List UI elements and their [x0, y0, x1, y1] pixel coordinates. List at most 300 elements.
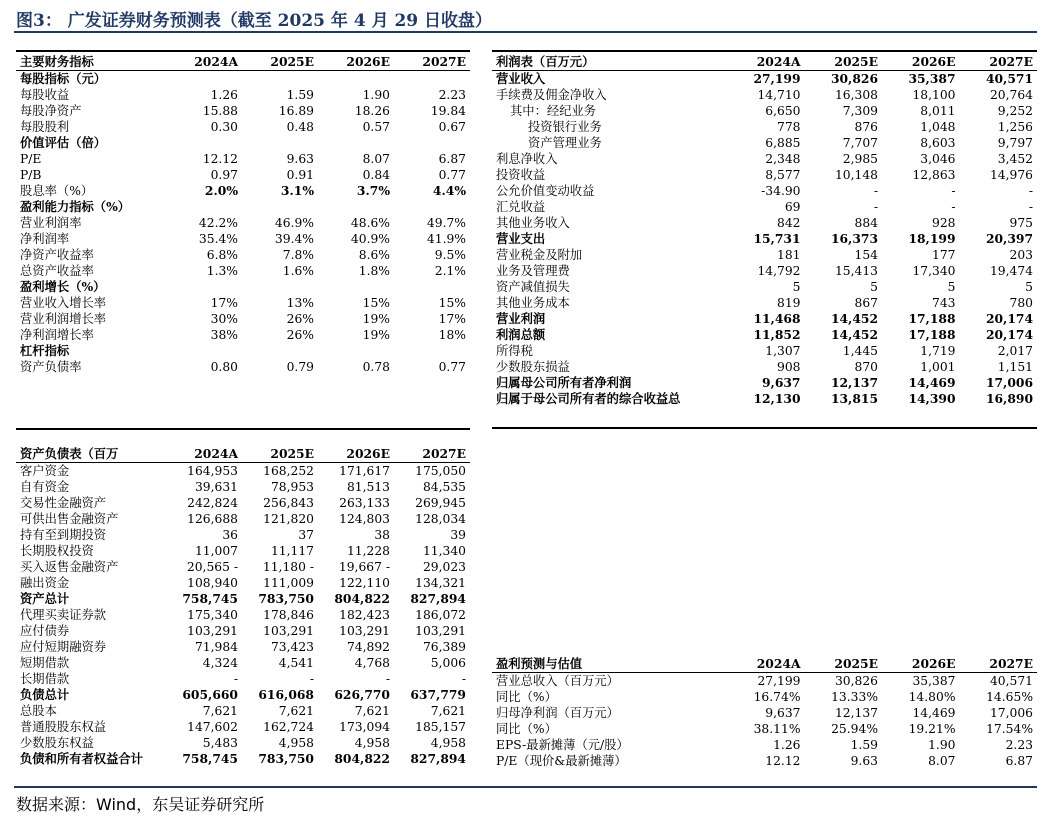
balance-sheet-cell: 242,824	[187, 496, 238, 510]
balance-sheet-cell: 37	[298, 528, 314, 542]
income-statement-cell: 19,474	[989, 264, 1033, 278]
income-statement-cell: 27,199	[753, 71, 801, 86]
key-indicators-row	[16, 71, 470, 88]
forecast-row	[492, 673, 1037, 690]
income-statement-cell: 20,397	[985, 231, 1033, 246]
income-statement-row	[492, 263, 1037, 279]
income-statement-cell: 11,468	[753, 311, 801, 326]
key-indicators-row-label: 杠杆指标	[20, 343, 70, 358]
key-indicators-cell: 19%	[362, 312, 390, 326]
income-statement-cell: 17,188	[908, 327, 956, 342]
balance-sheet-cell: 7,621	[354, 704, 390, 718]
key-indicators-cell: 0.84	[362, 168, 390, 182]
key-indicators-cell	[242, 279, 318, 295]
income-statement-row	[492, 343, 1037, 359]
key-indicators-cell: 0.48	[286, 120, 314, 134]
key-indicators-cell: 9.5%	[434, 248, 466, 262]
key-indicators-cell: 8.6%	[358, 248, 390, 262]
key-indicators-cell: 19.84	[430, 104, 466, 118]
forecast-cell: 19.21%	[908, 722, 956, 736]
balance-sheet-cell: 5,483	[202, 736, 238, 750]
balance-sheet-cell: 4,958	[430, 736, 466, 750]
income-statement-cell: -	[951, 184, 956, 198]
income-statement-cell: 8,011	[920, 104, 956, 118]
key-indicators-cell: 19%	[362, 328, 390, 342]
key-indicators-cell: 42.2%	[198, 216, 238, 230]
income-statement-row-label: 利润总额	[496, 327, 546, 342]
forecast-header-year: 2026E	[882, 656, 960, 673]
balance-sheet-row-label: 负债总计	[20, 687, 70, 702]
key-indicators-row-label: 每股净资产	[20, 104, 82, 118]
balance-sheet-header-label: 资产负债表（百万	[16, 446, 166, 463]
key-indicators-cell: 0.77	[438, 168, 466, 182]
income-statement-cell: 20,174	[985, 311, 1033, 326]
balance-sheet-cell: 39,631	[194, 480, 238, 494]
forecast-row-label: 营业总收入（百万元）	[496, 674, 619, 688]
income-statement-cell: 5	[792, 280, 801, 294]
key-indicators-cell	[318, 199, 394, 215]
balance-sheet-cell: 175,340	[187, 608, 238, 622]
key-indicators-row-label: 价值评估（倍）	[20, 135, 107, 150]
income-statement-cell: 18,100	[912, 88, 956, 102]
income-statement-cell: 743	[932, 296, 956, 310]
key-indicators-cell: 26%	[286, 328, 314, 342]
balance-sheet-cell: 804,822	[334, 751, 390, 766]
balance-sheet-cell: 605,660	[182, 687, 238, 702]
income-statement-cell: 3,046	[920, 152, 956, 166]
income-statement-cell: 14,452	[830, 311, 878, 326]
forecast-table	[492, 656, 1037, 769]
income-statement-row-label: 归属于母公司所有者的综合收益总	[496, 391, 681, 406]
forecast-cell: 12,137	[834, 706, 878, 720]
income-statement-header-label: 利润表（百万元）	[492, 54, 727, 71]
balance-sheet-cell: 186,072	[415, 608, 466, 622]
key-indicators-cell: 7.8%	[282, 248, 314, 262]
balance-sheet-row	[16, 671, 470, 687]
balance-sheet-cell: 626,770	[334, 687, 390, 702]
income-statement-cell: 12,863	[912, 168, 956, 182]
key-indicators-cell: 2.1%	[434, 264, 466, 278]
forecast-cell: 2.23	[1005, 738, 1033, 752]
key-indicators-cell: 40.9%	[350, 232, 390, 246]
income-statement-cell: -	[1028, 184, 1033, 198]
key-indicators-cell: 6.8%	[206, 248, 238, 262]
key-indicators-row	[16, 119, 470, 135]
income-statement-cell: -	[1028, 200, 1033, 214]
income-statement-cell: 12,137	[830, 375, 878, 390]
forecast-cell: 1.26	[773, 738, 801, 752]
forecast-cell: 27,199	[757, 674, 801, 688]
key-indicators-row-label: P/E	[20, 152, 42, 166]
income-statement-row-label: 业务及管理费	[496, 264, 570, 278]
income-statement-top-rule	[492, 50, 1037, 52]
income-statement-row	[492, 183, 1037, 199]
forecast-cell: 17,006	[989, 706, 1033, 720]
balance-sheet-cell: 103,291	[263, 624, 314, 638]
forecast-row	[492, 737, 1037, 753]
balance-sheet-cell: 76,389	[422, 640, 466, 654]
income-statement-row-label: 其他业务成本	[496, 296, 570, 310]
key-indicators-row-label: 盈利能力指标（%）	[20, 199, 131, 214]
key-indicators-row-label: 净资产收益率	[20, 248, 94, 262]
balance-sheet-cell: 73,423	[270, 640, 314, 654]
income-statement-cell: 819	[777, 296, 801, 310]
balance-sheet-cell: 103,291	[339, 624, 390, 638]
balance-sheet-cell: 178,846	[263, 608, 314, 622]
income-statement-header-year: 2025E	[805, 54, 883, 71]
key-indicators-row-label: 资产负债率	[20, 360, 82, 374]
balance-sheet-cell: 5,006	[430, 656, 466, 670]
balance-sheet-cell: 20,565 -	[186, 560, 238, 574]
balance-sheet-cell: 168,252	[263, 464, 314, 478]
key-indicators-cell: 35.4%	[198, 232, 238, 246]
key-indicators-cell	[394, 135, 470, 151]
balance-sheet-cell: 108,940	[187, 576, 238, 590]
income-statement-cell: 20,174	[985, 327, 1033, 342]
forecast-cell: 38.11%	[753, 722, 801, 736]
forecast-row-label: 归母净利润（百万元）	[496, 706, 619, 720]
forecast-cell: 14.80%	[908, 690, 956, 704]
income-statement-cell: 14,976	[989, 168, 1033, 182]
balance-sheet-cell: 827,894	[410, 751, 466, 766]
income-statement-cell: 842	[777, 216, 801, 230]
balance-sheet-cell: 81,513	[346, 480, 390, 494]
balance-sheet-row	[16, 527, 470, 543]
key-indicators-cell: 9.63	[286, 152, 314, 166]
income-statement-row-label: 资产减值损失	[496, 280, 570, 294]
balance-sheet-cell: 182,423	[339, 608, 390, 622]
balance-sheet-cell: 783,750	[258, 591, 314, 606]
balance-sheet-cell: 11,007	[194, 544, 238, 558]
balance-sheet-cell: 11,180 -	[262, 560, 314, 574]
income-statement-cell: 1,719	[920, 344, 956, 358]
balance-sheet-cell: 827,894	[410, 591, 466, 606]
income-statement-row-label: 营业收入	[496, 71, 546, 86]
key-indicators-cell: 18.26	[354, 104, 390, 118]
key-indicators-header-year: 2026E	[318, 54, 394, 71]
key-indicators-cell	[242, 135, 318, 151]
key-indicators-cell: 3.7%	[356, 183, 390, 198]
income-statement-cell: 778	[777, 120, 801, 134]
key-indicators-row	[16, 311, 470, 327]
key-indicators-cell: 0.30	[210, 120, 238, 134]
balance-sheet-cell: 11,117	[270, 544, 314, 558]
forecast-header-year: 2025E	[805, 656, 883, 673]
forecast-row	[492, 689, 1037, 705]
income-statement-cell: 154	[854, 248, 878, 262]
key-indicators-cell	[394, 71, 470, 88]
income-statement-cell: 15,731	[753, 231, 801, 246]
key-indicators-cell: 0.79	[286, 360, 314, 374]
forecast-cell: 6.87	[1005, 754, 1033, 768]
balance-sheet-cell: 11,340	[422, 544, 466, 558]
balance-sheet-cell: 128,034	[415, 512, 466, 526]
income-statement-cell: 908	[777, 360, 801, 374]
forecast-row-label: 同比（%）	[496, 690, 557, 704]
income-statement-cell: 181	[777, 248, 801, 262]
key-indicators-header-label: 主要财务指标	[16, 54, 166, 71]
income-statement-cell: 8,577	[765, 168, 801, 182]
income-statement-cell: 14,390	[908, 391, 956, 406]
income-statement-header-year: 2026E	[882, 54, 960, 71]
key-indicators-row-label: 每股收益	[20, 88, 70, 102]
key-indicators-row	[16, 247, 470, 263]
income-statement-cell: 17,006	[985, 375, 1033, 390]
balance-sheet-cell: -	[309, 672, 314, 686]
key-indicators-row	[16, 135, 470, 151]
key-indicators-cell	[166, 199, 242, 215]
key-indicators-cell: 49.7%	[426, 216, 466, 230]
income-statement-cell: -	[873, 200, 878, 214]
balance-sheet-cell: 122,110	[339, 576, 390, 590]
balance-sheet-row	[16, 719, 470, 735]
key-indicators-row-label: 股息率（%）	[20, 184, 94, 198]
income-statement-panel	[492, 54, 1037, 407]
key-indicators-cell: 0.78	[362, 360, 390, 374]
income-statement-row	[492, 311, 1037, 327]
key-indicators-row	[16, 343, 470, 359]
key-indicators-cell	[394, 279, 470, 295]
key-indicators-row	[16, 263, 470, 279]
income-statement-cell: -	[951, 200, 956, 214]
income-statement-cell: 1,048	[920, 120, 956, 134]
income-statement-cell: 1,445	[842, 344, 878, 358]
balance-sheet-cell: 171,617	[339, 464, 390, 478]
key-indicators-row-label: 净利润增长率	[20, 328, 94, 342]
balance-sheet-cell: 11,228	[346, 544, 390, 558]
key-indicators-cell: 15%	[438, 296, 466, 310]
balance-sheet-cell: 29,023	[422, 560, 466, 574]
forecast-cell: 40,571	[989, 674, 1033, 688]
balance-sheet-cell: 7,621	[202, 704, 238, 718]
key-indicators-cell: 17%	[210, 296, 238, 310]
income-statement-cell: 975	[1009, 216, 1033, 230]
key-indicators-row	[16, 151, 470, 167]
income-statement-cell: 12,130	[753, 391, 801, 406]
balance-sheet-cell: 39	[450, 528, 466, 542]
income-statement-cell: 177	[932, 248, 956, 262]
forecast-cell: 35,387	[912, 674, 956, 688]
balance-sheet-row-label: 客户资金	[20, 464, 70, 478]
income-statement-row	[492, 247, 1037, 263]
balance-sheet-row	[16, 495, 470, 511]
balance-sheet-row	[16, 575, 470, 591]
income-statement-header-year: 2024A	[727, 54, 805, 71]
key-indicators-row	[16, 199, 470, 215]
key-indicators-cell: 1.90	[362, 88, 390, 102]
income-statement-row-label: 投资银行业务	[528, 120, 602, 134]
balance-sheet-cell: 134,321	[415, 576, 466, 590]
income-statement-cell: 11,852	[753, 327, 801, 342]
key-indicators-cell	[166, 343, 242, 359]
income-statement-cell: 884	[854, 216, 878, 230]
income-statement-row-label: 营业支出	[496, 231, 546, 246]
income-statement-cell: 2,985	[842, 152, 878, 166]
key-indicators-row-label: 净利润率	[20, 232, 70, 246]
forecast-header-label: 盈利预测与估值	[492, 656, 727, 673]
income-statement-row	[492, 103, 1037, 119]
income-statement-cell: -	[873, 184, 878, 198]
key-indicators-cell: 38%	[210, 328, 238, 342]
income-statement-cell: 8,603	[920, 136, 956, 150]
balance-sheet-cell: 162,724	[263, 720, 314, 734]
key-indicators-cell: 0.67	[438, 120, 466, 134]
income-statement-cell: 2,017	[997, 344, 1033, 358]
income-statement-row	[492, 151, 1037, 167]
income-statement-cell: 16,373	[830, 231, 878, 246]
income-statement-row	[492, 135, 1037, 151]
key-indicators-cell: 46.9%	[274, 216, 314, 230]
key-indicators-cell	[318, 279, 394, 295]
income-statement-cell: -34.90	[761, 184, 801, 198]
balance-sheet-row-label: 短期借款	[20, 656, 70, 670]
income-statement-row-label: 资产管理业务	[528, 136, 602, 150]
forecast-row	[492, 721, 1037, 737]
key-indicators-cell: 3.1%	[280, 183, 314, 198]
balance-sheet-cell: 637,779	[410, 687, 466, 702]
key-indicators-cell	[318, 343, 394, 359]
income-statement-cell: 14,469	[908, 375, 956, 390]
balance-sheet-panel	[16, 446, 470, 767]
income-statement-row	[492, 375, 1037, 391]
balance-sheet-row-label: 自有资金	[20, 480, 70, 494]
key-indicators-row-label: 营业利润增长率	[20, 312, 107, 326]
key-indicators-row-label: P/B	[20, 168, 42, 182]
income-statement-cell: 1,151	[997, 360, 1033, 374]
balance-sheet-table	[16, 446, 470, 767]
income-statement-cell: 17,188	[908, 311, 956, 326]
key-indicators-cell	[318, 135, 394, 151]
balance-sheet-cell: 164,953	[187, 464, 238, 478]
income-statement-cell: 9,637	[761, 375, 801, 390]
forecast-cell: 1.90	[928, 738, 956, 752]
key-indicators-cell	[242, 199, 318, 215]
income-statement-cell: 10,148	[834, 168, 878, 182]
balance-sheet-cell: -	[461, 672, 466, 686]
income-statement-row	[492, 279, 1037, 295]
balance-sheet-cell: 19,667 -	[338, 560, 390, 574]
income-statement-row-label: 利息净收入	[496, 152, 558, 166]
balance-sheet-cell: 4,768	[354, 656, 390, 670]
forecast-row-label: 同比（%）	[496, 722, 557, 736]
balance-sheet-row-label: 代理买卖证券款	[20, 608, 107, 622]
key-indicators-row	[16, 167, 470, 183]
balance-sheet-cell: 185,157	[415, 720, 466, 734]
key-indicators-cell: 17%	[438, 312, 466, 326]
key-indicators-row	[16, 327, 470, 343]
key-indicators-cell: 0.91	[286, 168, 314, 182]
source-divider	[14, 786, 1037, 788]
income-statement-row	[492, 167, 1037, 183]
forecast-row-label: P/E（现价&最新摊薄）	[496, 754, 627, 768]
income-statement-cell: 2,348	[765, 152, 801, 166]
forecast-row	[492, 705, 1037, 721]
income-statement-bottom-rule	[492, 427, 1037, 429]
balance-sheet-cell: 71,984	[194, 640, 238, 654]
balance-sheet-row	[16, 751, 470, 767]
key-indicators-cell: 48.6%	[350, 216, 390, 230]
income-statement-cell: 14,710	[757, 88, 801, 102]
balance-sheet-cell: 256,843	[263, 496, 314, 510]
income-statement-row	[492, 391, 1037, 407]
balance-sheet-cell: 78,953	[270, 480, 314, 494]
balance-sheet-row	[16, 543, 470, 559]
balance-sheet-cell: 147,602	[187, 720, 238, 734]
balance-sheet-row-label: 负债和所有者权益合计	[20, 751, 143, 766]
income-statement-cell: 9,797	[997, 136, 1033, 150]
balance-sheet-row	[16, 607, 470, 623]
income-statement-row	[492, 87, 1037, 103]
income-statement-cell: 18,199	[908, 231, 956, 246]
key-indicators-cell	[394, 343, 470, 359]
income-statement-cell: 69	[784, 200, 801, 214]
income-statement-cell: 928	[932, 216, 956, 230]
balance-sheet-row	[16, 591, 470, 607]
income-statement-row	[492, 199, 1037, 215]
forecast-cell: 25.94%	[831, 722, 878, 736]
key-indicators-row	[16, 215, 470, 231]
forecast-panel	[492, 656, 1037, 769]
income-statement-row-label: 归属母公司所有者净利润	[496, 375, 632, 390]
balance-sheet-cell: 74,892	[346, 640, 390, 654]
income-statement-table	[492, 54, 1037, 407]
forecast-cell: 14,469	[912, 706, 956, 720]
balance-sheet-cell: 616,068	[258, 687, 314, 702]
balance-sheet-row	[16, 639, 470, 655]
key-indicators-cell	[242, 71, 318, 88]
balance-sheet-cell: 4,958	[278, 736, 314, 750]
income-statement-row	[492, 359, 1037, 375]
key-indicators-cell: 15.88	[202, 104, 238, 118]
income-statement-header-year: 2027E	[960, 54, 1038, 71]
key-indicators-cell	[318, 71, 394, 88]
balance-sheet-cell: 103,291	[187, 624, 238, 638]
balance-sheet-row	[16, 623, 470, 639]
key-indicators-cell: 1.8%	[358, 264, 390, 278]
balance-sheet-row-label: 资产总计	[20, 591, 70, 606]
key-indicators-cell	[242, 343, 318, 359]
key-indicators-cell: 0.57	[362, 120, 390, 134]
forecast-cell: 9.63	[850, 754, 878, 768]
income-statement-row-label: 手续费及佣金净收入	[496, 88, 607, 102]
forecast-cell: 12.12	[765, 754, 801, 768]
key-indicators-cell: 15%	[362, 296, 390, 310]
balance-sheet-cell: 758,745	[182, 591, 238, 606]
balance-sheet-cell: 758,745	[182, 751, 238, 766]
income-statement-cell: 780	[1009, 296, 1033, 310]
income-statement-row	[492, 215, 1037, 231]
key-indicators-cell: 2.0%	[204, 183, 238, 198]
key-indicators-cell: 16.89	[278, 104, 314, 118]
income-statement-cell: 5	[1025, 280, 1033, 294]
key-indicators-cell: 1.59	[286, 88, 314, 102]
key-indicators-cell: 26%	[286, 312, 314, 326]
balance-sheet-cell: 124,803	[339, 512, 390, 526]
key-indicators-row	[16, 295, 470, 311]
balance-sheet-header-year: 2027E	[394, 446, 470, 463]
key-indicators-cell: 4.4%	[432, 183, 466, 198]
income-statement-cell: 16,308	[834, 88, 878, 102]
income-statement-cell: 203	[1009, 248, 1033, 262]
income-statement-cell: 5	[870, 280, 878, 294]
income-statement-cell: 20,764	[989, 88, 1033, 102]
balance-sheet-row-label: 少数股东权益	[20, 736, 94, 750]
key-indicators-cell: 12.12	[202, 152, 238, 166]
key-indicators-cell	[166, 135, 242, 151]
income-statement-cell: 7,707	[842, 136, 878, 150]
forecast-cell: 1.59	[850, 738, 878, 752]
balance-sheet-row	[16, 463, 470, 480]
